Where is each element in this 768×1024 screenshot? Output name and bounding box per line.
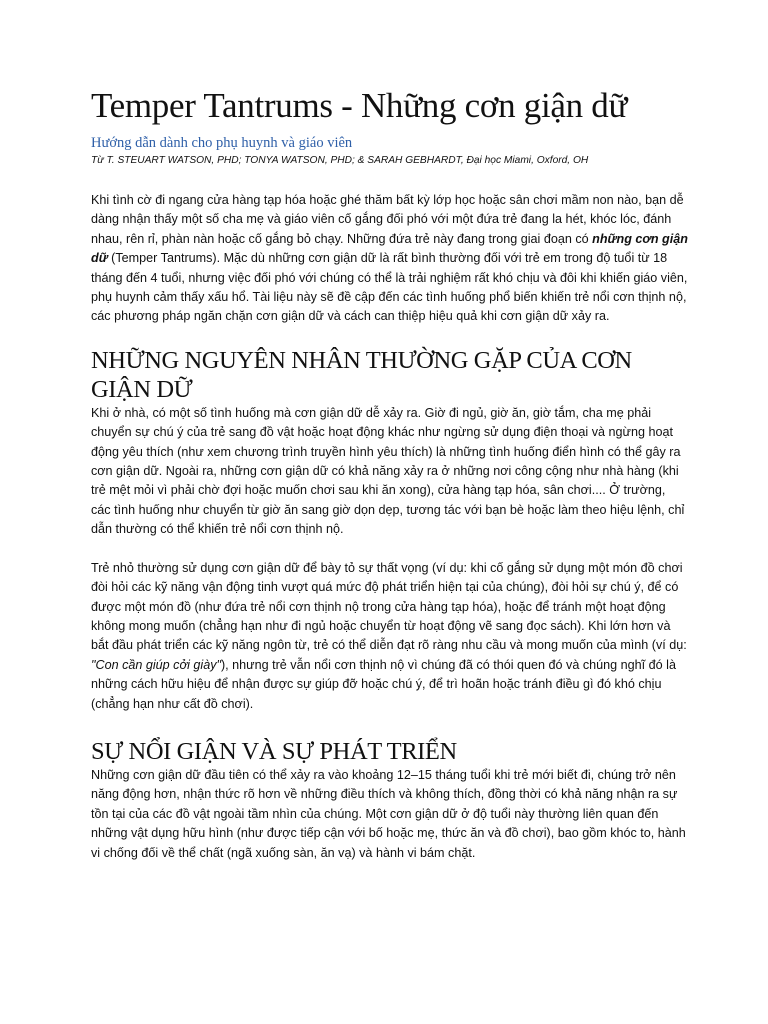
development-paragraph-1: Những cơn giận dữ đầu tiên có thể xảy ra vào khoảng 12–15 tháng tuổi khi trẻ mới biết đi, chúng trở nên năng động hơn, nhận thức rõ hơn về những điều thích và không thích, đồng thời có khả năng nhận ra sự tồn tại của các đồ vật ngoài tầm nhìn của chúng. Một cơn giận dữ ở độ tuổi này thường liên quan đến những vật dụng hữu hình (như được tiếp cận với bố hoặc mẹ, thức ăn và đồ chơi), bao gồm khóc to, hành vi chống đối về thể chất (ngã xuống sàn, ăn vạ) và hành vi bám chặt. xyxy=(91,767,686,860)
causes-paragraph-2-end: ), nhưng trẻ vẫn nổi cơn thịnh nộ vì chúng đã có thói quen đó và chúng nghĩ đó là những cách hữu hiệu để nhận được sự giúp đỡ hoặc chú ý, để trì hoãn hoặc tránh điều gì đó khó chịu (chẳng hạn như cất đồ chơi). xyxy=(91,657,676,711)
document-authors: Từ T. STEUART WATSON, PHD; TONYA WATSON, PHD; & SARAH GEBHARDT, Đại học Miami, Oxford, OH xyxy=(91,155,589,166)
causes-quote: "Con cần giúp cởi giày" xyxy=(91,657,221,672)
intro-emphasis: những cơn giận dữ xyxy=(91,231,688,266)
intro-text-start: Khi tình cờ đi ngang cửa hàng tạp hóa hoặc ghé thăm bất kỳ lớp học hoặc sân chơi mầm non nào, bạn dễ dàng nhận thấy một số cha mẹ và giáo viên cố gắng đối phó với một đứa trẻ đang la hét, khóc lóc, đánh nhau, rên rỉ, phàn nàn hoặc cố gắng bỏ chạy. Những đứa trẻ này đang trong giai đoạn có xyxy=(91,193,684,246)
section-heading-causes: NHỮNG NGUYÊN NHÂN THƯỜNG GẶP CỦA CƠN GIẬN DỮ xyxy=(91,346,632,403)
causes-paragraph-2-start: Trẻ nhỏ thường sử dụng cơn giận dữ để bày tỏ sự thất vọng (ví dụ: khi cố gắng sử dụng một món đồ chơi đòi hỏi các kỹ năng vận động tinh vượt quá mức độ phát triển hiện tại của chúng), đòi hỏi sự chú ý, để có được một món đồ (như đứa trẻ nổi cơn thịnh nộ trong cửa hàng tạp hóa), hoặc để tránh một hoạt động không mong muốn (chẳng hạn như đi ngủ hoặc chuyển từ hoạt động vẽ sang đọc sách). Khi lớn hơn và bắt đầu phát triển các kỹ năng ngôn từ, trẻ có thể diễn đạt rõ ràng nhu cầu và mong muốn của mình (ví dụ: xyxy=(91,560,687,653)
intro-text-end: (Temper Tantrums). Mặc dù những cơn giận dữ là rất bình thường đối với trẻ em trong độ tuổi từ 18 tháng đến 4 tuổi, nhưng việc đối phó với chúng có thể là trải nghiệm rất khó chịu và đôi khi khiến giáo viên, phụ huynh cảm thấy xấu hổ. Tài liệu này sẽ đề cập đến các tình huống phổ biến khiến trẻ nổi cơn thịnh nộ, các phương pháp ngăn chặn cơn giận dữ và cách can thiệp hiệu quả khi cơn giận dữ xảy ra. xyxy=(91,251,688,324)
intro-paragraph xyxy=(91,191,688,327)
causes-paragraph-1: Khi ở nhà, có một số tình huống mà cơn giận dữ dễ xảy ra. Giờ đi ngủ, giờ ăn, giờ tắm, cha mẹ phải chuyển sự chú ý của trẻ sang đồ vật hoặc hoạt động khác như ngừng sử dụng điện thoại và ngừng hoạt động yêu thích (như xem chương trình truyền hình yêu thích) là những tình huống điển hình có thể gây ra cơn giận dữ. Ngoài ra, những cơn giận dữ có khả năng xảy ra ở những nơi công cộng như nhà hàng (khi trẻ mệt mỏi vì phải chờ đợi hoặc muốn chơi sau khi ăn xong), cửa hàng tạp hóa, sân chơi.... Ở trường, các tình huống như chuyển từ giờ ăn sang giờ dọn dẹp, tương tác với bạn bè hoặc làm theo hiệu lệnh, chỉ dẫn thường có thể khiến trẻ nổi cơn thịnh nộ. xyxy=(91,405,685,537)
causes-paragraph-2 xyxy=(91,559,688,714)
document-title: Temper Tantrums - Những cơn giận dữ xyxy=(91,86,628,125)
section-heading-development: SỰ NỔI GIẬN VÀ SỰ PHÁT TRIỂN xyxy=(91,737,457,765)
document-subtitle: Hướng dẫn dành cho phụ huynh và giáo viên xyxy=(91,135,353,151)
